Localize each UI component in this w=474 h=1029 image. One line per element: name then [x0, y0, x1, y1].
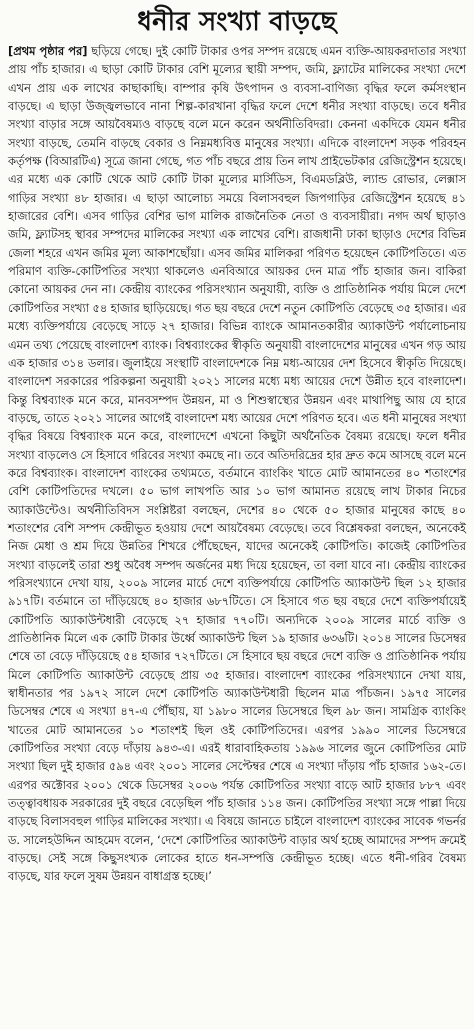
article-body-text: ছড়িয়ে গেছে। দুই কোটি টাকার ওপর সম্পদ রয়েছে এমন ব্যক্তি-আয়করদাতার সংখ্যা প্রায় পাঁচ হাজার। এ ছাড়া কোটি টাকার বেশি মূল্যের স্থায়ী সম্পদ, জমি, ফ্ল্যাটের মালিকের সংখ্যা দেশে এখন প্রায় এক লাখের কাছাকাছি। বাম্পার কৃষি উৎপাদন ও ব্যবসা-বাণিজ্য বৃদ্ধির ফলে কর্মসংস্থান বাড়ছে। এ ছাড়া উজ্জ্বলভাবে নানা শিল্প-কারখানা বৃদ্ধির ফলে দেশে ধনীর সংখ্যা বাড়ছে। তবে ধনীর সংখ্যা বাড়ার সঙ্গে আয়বৈষম্যও বাড়ছে বলে মনে করেন অর্থনীতিবিদরা। কেননা একদিকে যেমন ধনীর সংখ্যা বাড়ছে, তেমনি বাড়ছে বেকার ও নিম্নমধ্যবিত্ত মানুষের সংখ্যা। এদিকে বাংলাদেশ সড়ক পরিবহন কর্তৃপক্ষ (বিআরটিএ) সূত্রে জানা গেছে, গত পাঁচ বছরে প্রায় তিন লাখ প্রাইভেটকার রেজিস্ট্রেশন হয়েছে। এর মধ্যে এক কোটি থেকে আট কোটি টাকা মূল্যের মার্সিডিস, বিএমডব্লিউ, ল্যান্ড রোভার, লেক্সাস গাড়ির সংখ্যা ৪৮ হাজার। এ ছাড়া আলোচ্য সময়ে বিলাসবহুল জিপগাড়ির রেজিস্ট্রেশন হয়েছে ৪১ হাজারের বেশি। এসব গাড়ির বেশির ভাগ মালিক রাজনৈতিক নেতা ও ব্যবসায়ীরা। নগদ অর্থ ছাড়াও জমি, ফ্ল্যাটসহ স্থাবর সম্পদের মালিকের সংখ্যা এক লাখের বেশি। রাজধানী ঢাকা ছাড়াও দেশের বিভিন্ন জেলা শহরে এখন জমির মূল্য আকাশছোঁয়া। এসব জমির মালিকরা পরিণত হয়েছেন কোটিপতিতে। এত পরিমাণ ব্যক্তি-কোটিপতির সংখ্যা থাকলেও এনবিআরে আয়কর দেন মাত্র পাঁচ হাজার জন। বাকিরা কোনো আয়কর দেন না। কেন্দ্রীয় ব্যাংকের পরিসংখ্যান অনুযায়ী, ব্যক্তি ও প্রাতিষ্ঠানিক পর্যায় মিলে দেশে কোটিপতির সংখ্যা ৫৪ হাজার ছাড়িয়েছে। গত ছয় বছরে দেশে নতুন কোটিপতি বেড়েছে ৩৫ হাজার। এর মধ্যে ব্যক্তিপর্যায়ে বেড়েছে সাড়ে ২৭ হাজার। বিভিন্ন ব্যাংকে আমানতকারীর অ্যাকাউন্ট পর্যালোচনায় এমন তথ্য পেয়েছে বাংলাদেশ ব্যাংক। বিশ্বব্যাংকের স্বীকৃতি অনুযায়ী বাংলাদেশের মানুষের এখন গড় আয় এক হাজার ৩১৪ ডলার। জুলাইয়ে সংস্থাটি বাংলাদেশকে নিম্ন মধ্য-আয়ের দেশ হিসেবে স্বীকৃতি দিয়েছে। বাংলাদেশ সরকারের পরিকল্পনা অনুযায়ী ২০২১ সালের মধ্যে মধ্য আয়ের দেশে উন্নীত হবে বাংলাদেশ। কিন্তু বিশ্বব্যাংক মনে করে, মানবসম্পদ উন্নয়ন, মা ও শিশুস্বাস্থ্যের উন্নয়ন এবং মাথাপিছু আয় যে হারে বাড়ছে, তাতে ২০২১ সালের আগেই বাংলাদেশ মধ্য আয়ের দেশে পরিণত হবে। এত ধনী মানুষের সংখ্যা বৃদ্ধির বিষয়ে বিশ্বব্যাংক মনে করে, বাংলাদেশে এখনো কিছুটা অর্থনৈতিক বৈষম্য রয়েছে। ফলে ধনীর সংখ্যা বাড়লেও সে হিসাবে গরিবের সংখ্যা কমছে না। তবে অতিদরিদ্রের হার দ্রুত কমে আসছে বলে মনে করে বিশ্বব্যাংক। বাংলাদেশ ব্যাংকের তথ্যমতে, বর্তমানে ব্যাংকিং খাতে মোট আমানতের ৪০ শতাংশের বেশি কোটিপতিদের দখলে। ৫০ ভাগ লাখপতি আর ১০ ভাগ আমানত রয়েছে লাখ টাকার নিচের অ্যাকাউন্টেও। অর্থনীতিবিদস সংশ্লিষ্টরা বলছেন, দেশের ৪০ থেকে ৫০ হাজার মানুষের কাছে ৪০ শতাংশের বেশি সম্পদ কেন্দ্রীভূত হওয়ায় দেশে আয়বৈষম্য বেড়েছে। তবে বিশ্লেষকরা বলছেন, অনেকেই নিজ মেধা ও শ্রম দিয়ে উন্নতির শিখরে পৌঁছেছেন, যাদের অনেকেই কোটিপতি। কাজেই কোটিপতির সংখ্যা বাড়লেই তারা শুধু অবৈধ সম্পদ অর্জনের মধ্য দিয়ে হয়েছেন, তা বলা যাবে না। কেন্দ্রীয় ব্যাংকের পরিসংখ্যানে দেখা যায়, ২০০৯ সালের মার্চে দেশে ব্যক্তিপর্যায়ে কোটিপতি অ্যাকাউন্ট ছিল ১২ হাজার ৯১৭টি। বর্তমানে তা দাঁড়িয়েছে ৪০ হাজার ৬৮৭টিতে। সে হিসাবে গত ছয় বছরে দেশে ব্যক্তিপর্যায়েই কোটিপতি অ্যাকাউন্টধারী বেড়েছে ২৭ হাজার ৭৭০টি। অন্যদিকে ২০০৯ সালের মার্চে ব্যক্তি ও প্রাতিষ্ঠানিক মিলে এক কোটি টাকার উর্ধ্বে অ্যাকাউন্ট ছিল ১৯ হাজার ৬৩৬টি। ২০১৪ সালের ডিসেম্বর শেষে তা বেড়ে দাঁড়িয়েছে ৫৪ হাজার ৭২৭টিতে। সে হিসাবে ছয় বছরে দেশে ব্যক্তি ও প্রাতিষ্ঠানিক পর্যায় মিলে কোটিপতি অ্যাকাউন্ট বেড়েছে প্রায় ৩৫ হাজার। বাংলাদেশ ব্যাংকের পরিসংখ্যানে দেখা যায়, স্বাধীনতার পর ১৯৭২ সালে দেশে কোটিপতি অ্যাকাউন্টধারী ছিলেন মাত্র পাঁচজন। ১৯৭৫ সালের ডিসেম্বর শেষে এ সংখ্যা ৪৭-এ পৌঁছায়, যা ১৯৮০ সালের ডিসেম্বরে ছিল ৯৮ জন। সামগ্রিক ব্যাংকিং খাতের মোট আমানতের ১০ শতাংশই ছিল ওই কোটিপতিদের। এরপর ১৯৯০ সালের ডিসেম্বরে কোটিপতির সংখ্যা বেড়ে দাঁড়ায় ৯৪৩-এ। এরই ধারাবাহিকতায় ১৯৯৬ সালের জুনে কোটিপতির মোট সংখ্যা ছিল দুই হাজার ৫৯৪ এবং ২০০১ সালের সেপ্টেম্বর শেষে এ সংখ্যা দাঁড়ায় পাঁচ হাজার ১৬২-তে। এরপর অক্টোবর ২০০১ থেকে ডিসেম্বর ২০০৬ পর্যন্ত কোটিপতির সংখ্যা বাড়ে আট হাজার ৮৮৭ এবং তত্ত্বাবধায়ক সরকারের দুই বছরে বেড়েছিল পাঁচ হাজার ১১৪ জন। কোটিপতির সংখ্যা সঙ্গে পাল্লা দিয়ে বাড়ছে বিলাসবহুল গাড়ির মালিকের সংখ্যা। এ বিষয়ে জানতে চাইলে বাংলাদেশ ব্যাংকের সাবেক গভর্নর ড. সালেহউদ্দিন আহমেদ বলেন, ‘দেশে কোটিপতির অ্যাকাউন্ট বাড়ার অর্থ হচ্ছে আমাদের সম্পদ ক্রমেই বাড়ছে। সেই সঙ্গে কিছুসংখ্যক লোকের হাতে ধন-সম্পত্তি কেন্দ্রীভূত হচ্ছে। এতে ধনী-গরিব বৈষম্য বাড়ছে, যার ফলে সুষম উন্নয়ন বাধাগ্রস্ত হচ্ছে।’ [8, 44, 466, 884]
continued-from-front-page-label: [প্রথম পৃষ্ঠার পর] [8, 44, 88, 58]
article-body [8, 42, 466, 886]
article-headline: ধনীর সংখ্যা বাড়ছে [137, 7, 337, 37]
